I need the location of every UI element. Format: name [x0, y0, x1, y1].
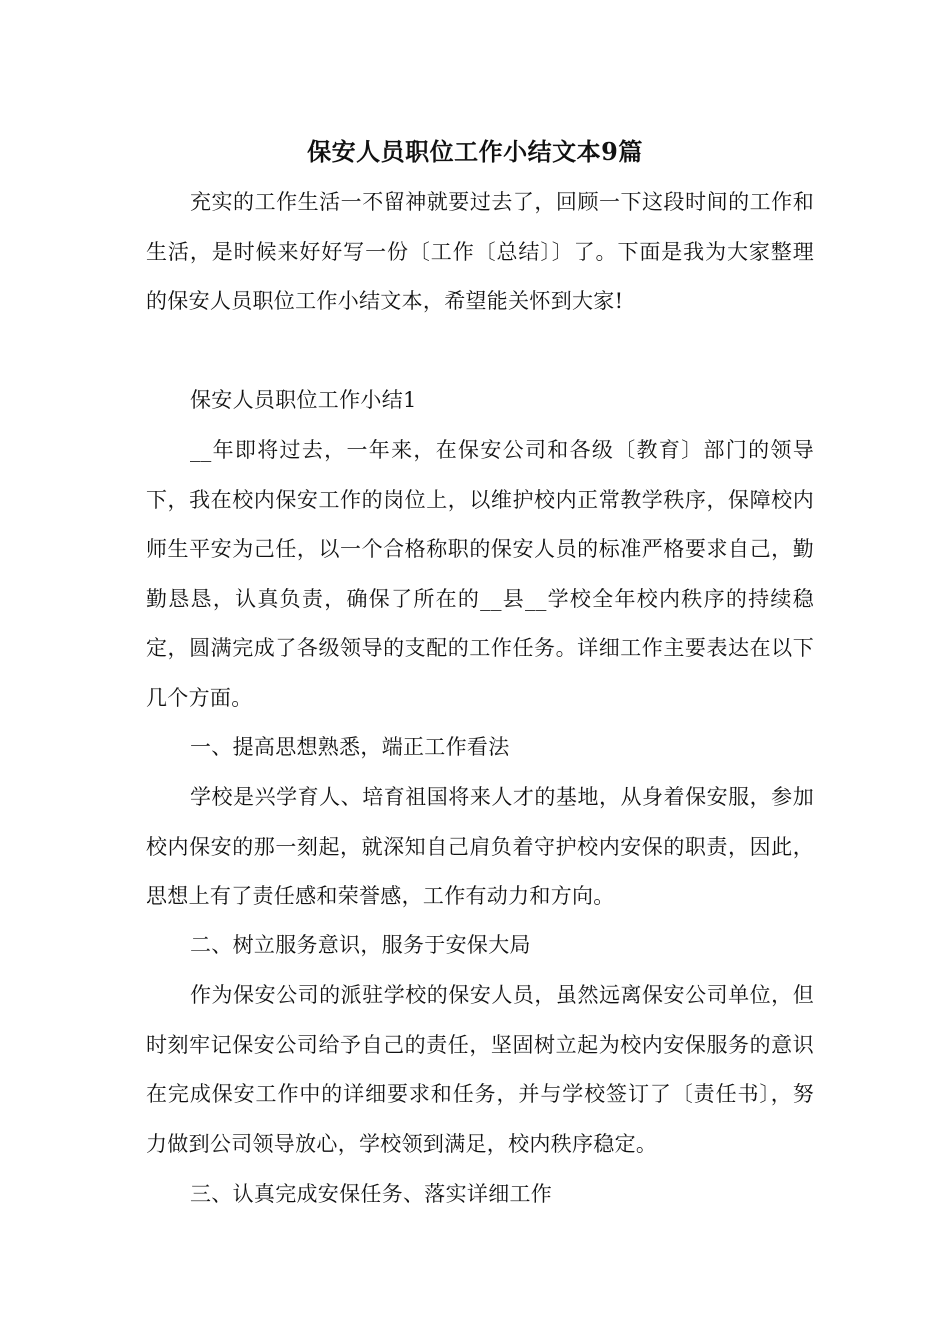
- point-1-paragraph: 学校是兴学育人、培育祖国将来人才的基地，从身着保安服，参加校内保安的那一刻起，就深知自己肩负着守护校内安保的职责，因此，思想上有了责任感和荣誉感，工作有动力和方向。: [146, 785, 814, 908]
- point-2-paragraph: 作为保安公司的派驻学校的保安人员，虽然远离保安公司单位，但时刻牢记保安公司给予自己的责任，坚固树立起为校内安保服务的意识在完成保安工作中的详细要求和任务，并与学校签订了〔责任书〕，努力做到公司领导放心，学校领到满足，校内秩序稳定。: [146, 983, 814, 1156]
- point-2-heading: 二、树立服务意识，服务于安保大局: [190, 933, 531, 957]
- section-heading-1: 保安人员职位工作小结1: [190, 388, 417, 412]
- point-3-heading: 三、认真完成安保任务、落实详细工作: [190, 1182, 553, 1206]
- section-1-paragraph: __年即将过去，一年来，在保安公司和各级〔教育〕部门的领导下，我在校内保安工作的岗位上，以维护校内正常教学秩序，保障校内师生平安为己任，以一个合格称职的保安人员的标准严格要求自己，勤勤恳恳，认真负责，确保了所在的__县__学校全年校内秩序的持续稳定，圆满完成了各级领导的支配的工作任务。详细工作主要表达在以下几个方面。: [146, 438, 814, 710]
- document-title: 保安人员职位工作小结文本9篇: [307, 137, 643, 166]
- intro-paragraph: 充实的工作生活一不留神就要过去了，回顾一下这段时间的工作和生活，是时候来好好写一份〔工作〔总结〕〕了。下面是我为大家整理的保安人员职位工作小结文本，希望能关怀到大家!: [146, 190, 814, 313]
- point-1-heading: 一、提高思想熟悉，端正工作看法: [190, 735, 510, 759]
